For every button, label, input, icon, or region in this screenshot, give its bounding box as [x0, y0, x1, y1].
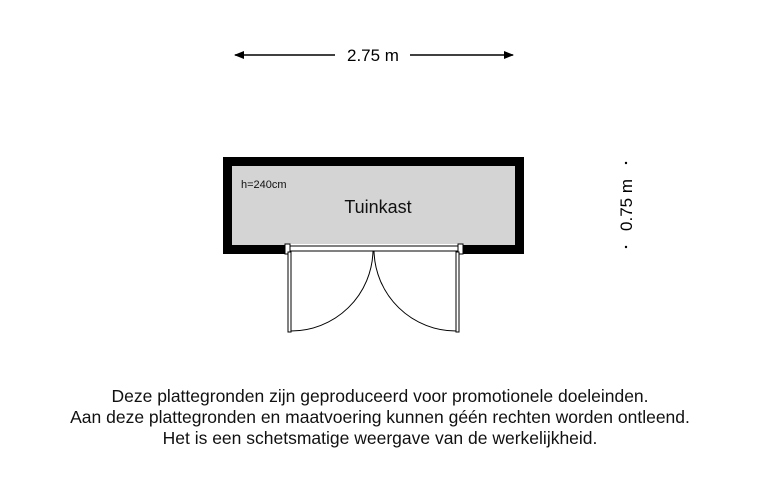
disclaimer-line-3: Het is een schetsmatige weergave van de werkelijkheid.: [162, 428, 598, 448]
depth-dimension-dot-left: [625, 246, 627, 248]
disclaimer-line-1: Deze plattegronden zijn geproduceerd voor promotionele doeleinden.: [111, 386, 649, 406]
door-leaf-left: [288, 252, 291, 332]
door-swing-arc-left: [291, 251, 373, 331]
room-height-label: h=240cm: [241, 179, 287, 191]
depth-dimension-label: 0.75 m: [617, 179, 636, 231]
depth-dimension: [617, 162, 636, 248]
room-tuinkast: [223, 157, 524, 332]
depth-dimension-dot-right: [625, 162, 627, 164]
disclaimer: [0, 386, 760, 449]
room-name-label: Tuinkast: [344, 197, 412, 217]
door-swing-arc-right: [374, 251, 456, 331]
width-dimension-label: 2.75 m: [347, 46, 399, 65]
door-leaf-right: [456, 252, 459, 332]
disclaimer-line-2: Aan deze plattegronden en maatvoering kunnen géén rechten worden ontleend.: [70, 407, 690, 427]
width-dimension: [235, 46, 513, 65]
